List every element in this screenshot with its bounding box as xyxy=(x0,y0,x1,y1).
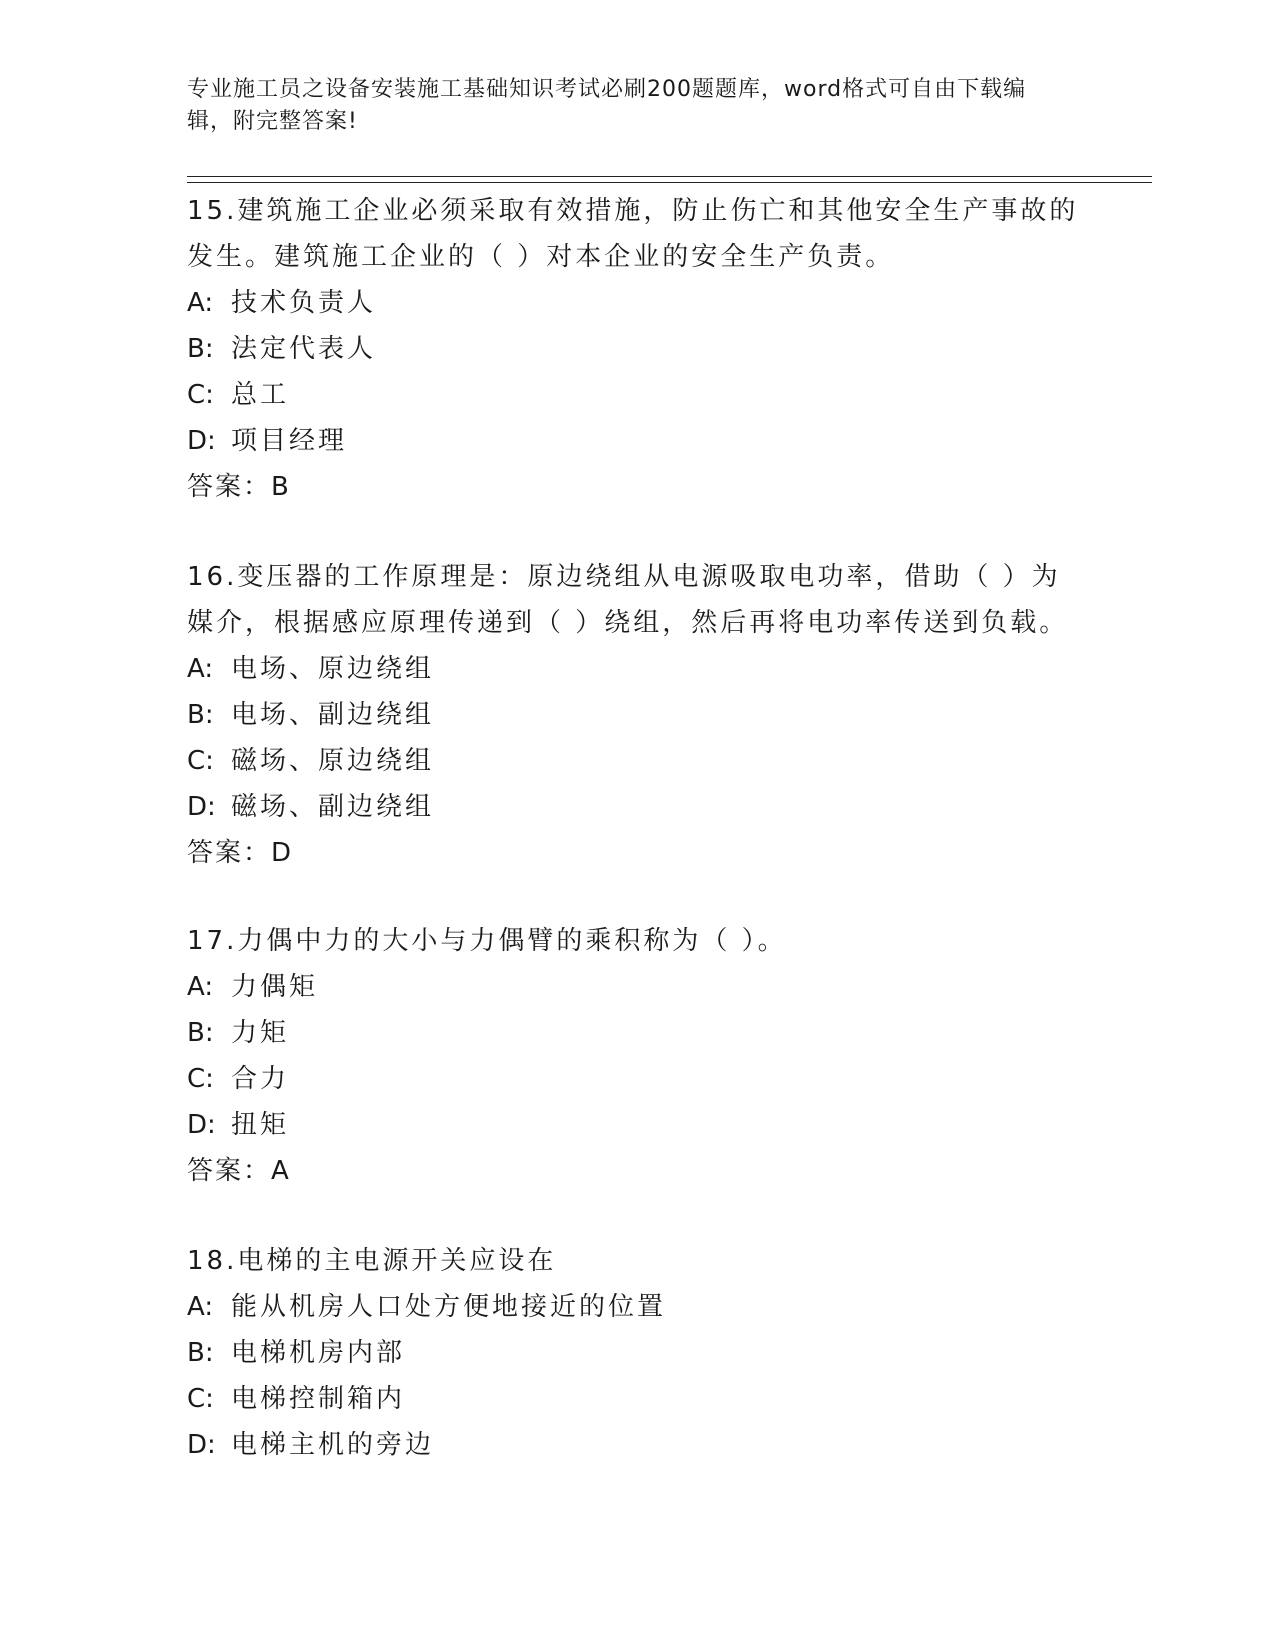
option-letter: D: xyxy=(187,1110,216,1140)
header-divider-bottom xyxy=(187,182,1152,183)
option-text: 力偶矩 xyxy=(231,972,319,1002)
answer: 答案：B xyxy=(187,472,291,502)
option-letter: D: xyxy=(187,792,216,822)
option-text: 合力 xyxy=(231,1064,290,1094)
answer: 答案：D xyxy=(187,838,294,868)
option-text: 电场、副边绕组 xyxy=(231,700,435,730)
option-b xyxy=(187,1010,1087,1056)
option-c xyxy=(187,1376,1087,1422)
option-letter: D: xyxy=(187,426,216,456)
option-letter: A: xyxy=(187,1292,214,1322)
question-stem: 17.力偶中力的大小与力偶臂的乘积称为（ ）。 xyxy=(187,926,787,956)
option-letter: C: xyxy=(187,746,214,776)
option-a xyxy=(187,1284,1087,1330)
option-text: 扭矩 xyxy=(231,1110,290,1140)
option-text: 能从机房人口处方便地接近的位置 xyxy=(231,1292,667,1322)
option-letter: C: xyxy=(187,1384,214,1414)
option-b xyxy=(187,1330,1087,1376)
option-letter: A: xyxy=(187,288,214,318)
option-letter: B: xyxy=(187,700,214,730)
option-text: 力矩 xyxy=(231,1018,290,1048)
option-text: 电梯控制箱内 xyxy=(231,1384,406,1414)
option-c xyxy=(187,738,1087,784)
option-b xyxy=(187,692,1087,738)
option-b xyxy=(187,326,1087,372)
option-text: 技术负责人 xyxy=(231,288,377,318)
option-text: 电场、原边绕组 xyxy=(231,654,435,684)
option-letter: A: xyxy=(187,654,214,684)
option-letter: C: xyxy=(187,380,214,410)
question-stem: 15.建筑施工企业必须采取有效措施，防止伤亡和其他安全生产事故的发生。建筑施工企业的（ ）对本企业的安全生产负责。 xyxy=(187,196,1079,272)
option-d xyxy=(187,784,1087,830)
option-letter: C: xyxy=(187,1064,214,1094)
answer: 答案：A xyxy=(187,1156,291,1186)
question-16 xyxy=(187,554,1087,876)
question-15 xyxy=(187,188,1087,510)
option-text: 电梯主机的旁边 xyxy=(231,1430,435,1460)
option-letter: D: xyxy=(187,1430,216,1460)
header-divider-top xyxy=(187,176,1152,177)
option-letter: B: xyxy=(187,1018,214,1048)
option-text: 磁场、原边绕组 xyxy=(231,746,435,776)
option-text: 法定代表人 xyxy=(231,334,377,364)
option-text: 电梯机房内部 xyxy=(231,1338,406,1368)
option-letter: A: xyxy=(187,972,214,1002)
option-d xyxy=(187,1102,1087,1148)
option-a xyxy=(187,964,1087,1010)
option-letter: B: xyxy=(187,334,214,364)
document-header: 专业施工员之设备安装施工基础知识考试必刷200题题库，word格式可自由下载编辑，附完整答案! xyxy=(187,77,1027,134)
option-c xyxy=(187,372,1087,418)
option-letter: B: xyxy=(187,1338,214,1368)
question-17 xyxy=(187,918,1087,1194)
option-text: 项目经理 xyxy=(231,426,348,456)
option-text: 总工 xyxy=(231,380,290,410)
option-d xyxy=(187,1422,1087,1468)
option-a xyxy=(187,280,1087,326)
option-a xyxy=(187,646,1087,692)
question-18 xyxy=(187,1238,1087,1468)
option-c xyxy=(187,1056,1087,1102)
option-text: 磁场、副边绕组 xyxy=(231,792,435,822)
question-stem: 16.变压器的工作原理是：原边绕组从电源吸取电功率，借助（ ）为媒介，根据感应原理传递到（ ）绕组，然后再将电功率传送到负载。 xyxy=(187,562,1069,638)
option-d xyxy=(187,418,1087,464)
question-stem: 18.电梯的主电源开关应设在 xyxy=(187,1246,557,1276)
